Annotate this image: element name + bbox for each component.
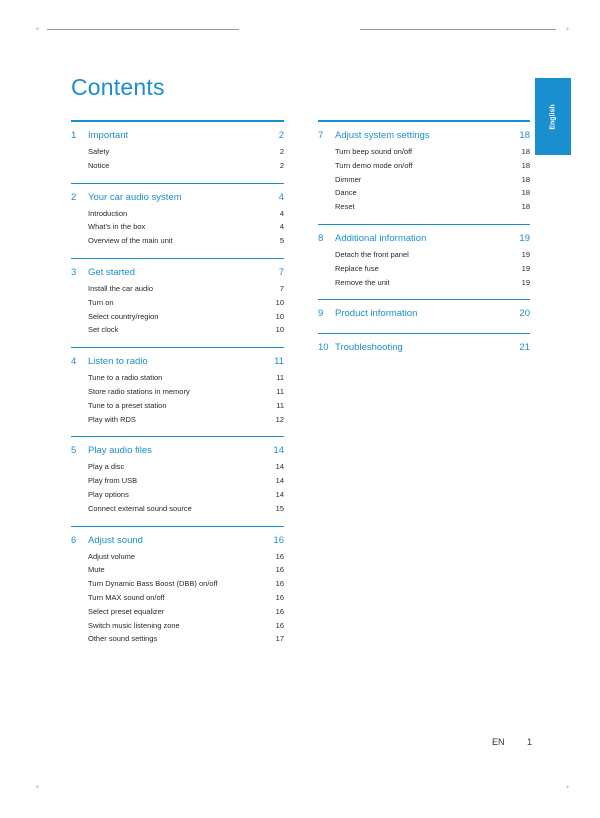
toc-entry-label: Notice — [88, 160, 110, 170]
language-tab — [535, 78, 571, 155]
toc-entry[interactable] — [71, 296, 284, 310]
toc-entry[interactable] — [71, 413, 284, 427]
toc-entry[interactable] — [71, 605, 284, 619]
toc-section — [318, 224, 530, 299]
toc-entry[interactable] — [71, 323, 284, 337]
toc-entry-label: Set clock — [88, 325, 119, 335]
toc-entry-page: 19 — [521, 249, 530, 259]
toc-entry-page: 16 — [275, 592, 284, 602]
section-number: 4 — [71, 356, 77, 368]
toc-entry-page: 2 — [279, 160, 284, 170]
crop-mark: ✦ — [565, 27, 571, 33]
section-title: Play audio files — [88, 445, 152, 457]
section-number: 9 — [318, 308, 324, 320]
toc-entry[interactable] — [71, 550, 284, 564]
toc-entry[interactable] — [71, 577, 284, 591]
toc-entry[interactable] — [71, 145, 284, 159]
toc-entry-label: Select preset equalizer — [88, 606, 165, 616]
section-page-number: 11 — [274, 356, 284, 368]
page-footer — [492, 737, 532, 747]
toc-section-heading[interactable] — [71, 445, 284, 457]
toc-entry[interactable] — [71, 591, 284, 605]
toc-entry-label: Install the car audio — [88, 283, 154, 293]
toc-entry[interactable] — [71, 632, 284, 646]
language-tab-label: English — [549, 103, 557, 130]
top-rule-left — [47, 29, 239, 30]
toc-entry-page: 10 — [275, 297, 284, 307]
toc-entry-page: 19 — [521, 277, 530, 287]
toc-entry-label: Connect external sound source — [88, 503, 192, 513]
toc-entry[interactable] — [71, 619, 284, 633]
toc-entry[interactable] — [318, 159, 530, 173]
section-page-number: 18 — [519, 130, 530, 141]
toc-entry[interactable] — [71, 563, 284, 577]
section-page-number: 7 — [278, 266, 284, 278]
toc-entry-page: 4 — [279, 208, 284, 218]
toc-entry-label: Play a disc — [88, 462, 125, 472]
toc-entry-label: Dance — [335, 188, 357, 198]
toc-entry-page: 11 — [276, 373, 284, 383]
toc-entry[interactable] — [71, 220, 284, 234]
toc-entry-page: 16 — [275, 620, 284, 630]
toc-entry[interactable] — [318, 276, 530, 290]
toc-entry-page: 18 — [521, 202, 530, 212]
toc-entry[interactable] — [71, 159, 284, 173]
section-number: 7 — [318, 130, 324, 141]
toc-entry-label: Overview of the main unit — [88, 236, 173, 246]
toc-section-heading[interactable] — [71, 130, 284, 142]
toc-section-heading[interactable] — [318, 233, 530, 245]
section-page-number: 14 — [273, 445, 284, 457]
top-rule-right — [360, 29, 556, 30]
toc-entry-page: 18 — [521, 160, 530, 170]
toc-section — [318, 333, 530, 367]
toc-section — [318, 299, 530, 333]
toc-entry-page: 7 — [279, 283, 284, 293]
toc-entry-page: 16 — [275, 551, 284, 561]
section-title: Additional information — [335, 232, 427, 244]
section-number: 8 — [318, 232, 324, 244]
toc-entry-label: Play with RDS — [88, 414, 136, 424]
toc-section-heading[interactable] — [318, 342, 530, 354]
toc-section — [71, 120, 284, 183]
toc-entry-label: Dimmer — [335, 174, 362, 184]
toc-entry-label: Play options — [88, 489, 129, 499]
section-number: 1 — [71, 130, 77, 141]
page-number: 1 — [527, 737, 533, 747]
section-number: 5 — [71, 445, 77, 457]
crop-mark: ✦ — [565, 785, 571, 791]
toc-entry-page: 10 — [275, 311, 284, 321]
toc-entry-page: 10 — [275, 325, 284, 335]
toc-entry[interactable] — [71, 385, 284, 399]
toc-entry-label: Reset — [335, 202, 355, 212]
toc-entry[interactable] — [71, 488, 284, 502]
toc-section — [71, 436, 284, 525]
section-title: Troubleshooting — [335, 342, 403, 354]
toc-entry-page: 17 — [275, 634, 284, 644]
toc-entry-page: 19 — [521, 263, 530, 273]
toc-entry-page: 16 — [275, 606, 284, 616]
toc-entry[interactable] — [71, 399, 284, 413]
toc-entry-page: 16 — [275, 579, 284, 589]
toc-entry-page: 16 — [275, 565, 284, 575]
toc-entry-page: 18 — [521, 188, 530, 198]
toc-entry-label: Turn beep sound on/off — [335, 147, 413, 156]
toc-entry-page: 18 — [521, 147, 530, 156]
section-page-number: 2 — [278, 130, 284, 141]
toc-section-heading[interactable] — [71, 192, 284, 204]
section-page-number: 4 — [278, 191, 284, 203]
section-number: 10 — [318, 342, 329, 354]
toc-entry-page: 5 — [279, 236, 284, 246]
toc-entry-label: Turn MAX sound on/off — [88, 592, 165, 602]
toc-entry-label: Turn demo mode on/off — [335, 160, 413, 170]
toc-entry[interactable] — [318, 262, 530, 276]
section-title: Adjust sound — [88, 534, 143, 546]
toc-entry-label: Detach the front panel — [335, 249, 409, 259]
toc-entry[interactable] — [71, 502, 284, 516]
toc-entry[interactable] — [71, 460, 284, 474]
toc-section-heading[interactable] — [71, 535, 284, 547]
toc-entry-label: Remove the unit — [335, 277, 390, 287]
toc-section — [71, 258, 284, 347]
toc-entry-label: Adjust volume — [88, 551, 136, 561]
toc-entry-page: 12 — [275, 414, 284, 424]
toc-entry-page: 18 — [521, 174, 530, 184]
section-number: 3 — [71, 266, 77, 278]
toc-entry-label: Introduction — [88, 208, 128, 218]
section-number: 2 — [71, 191, 77, 203]
toc-section — [318, 120, 530, 224]
toc-entry-label: Switch music listening zone — [88, 620, 180, 630]
toc-entry-label: Play from USB — [88, 476, 138, 486]
toc-section — [71, 347, 284, 436]
section-title: Get started — [88, 266, 135, 278]
crop-mark: ✦ — [35, 27, 41, 33]
toc-entry-page: 11 — [276, 400, 284, 410]
toc-entry[interactable] — [318, 145, 530, 159]
toc-entry-page: 14 — [275, 489, 284, 499]
toc-entry-label: Turn on — [88, 297, 114, 307]
toc-entry-page: 14 — [275, 476, 284, 486]
toc-entry-label: Tune to a preset station — [88, 400, 167, 410]
toc-entry-label: What's in the box — [88, 222, 146, 232]
section-page-number: 21 — [519, 342, 530, 354]
toc-entry[interactable] — [71, 282, 284, 296]
section-title: Product information — [335, 308, 418, 320]
toc-entry-label: Replace fuse — [335, 263, 379, 273]
toc-left-column — [71, 120, 284, 656]
toc-entry-page: 15 — [275, 503, 284, 513]
section-title: Your car audio system — [88, 191, 182, 203]
toc-entry[interactable] — [71, 474, 284, 488]
section-title: Listen to radio — [88, 356, 148, 368]
toc-entry-label: Tune to a radio station — [88, 373, 163, 383]
toc-section-heading[interactable] — [71, 356, 284, 368]
toc-entry-page: 14 — [275, 462, 284, 472]
toc-section — [71, 183, 284, 258]
section-number: 6 — [71, 534, 77, 546]
page-title: Contents — [71, 74, 165, 100]
toc-right-column — [318, 120, 530, 367]
toc-entry-label: Turn Dynamic Bass Boost (DBB) on/off — [88, 579, 218, 589]
toc-section-heading[interactable] — [318, 308, 530, 320]
section-title: Adjust system settings — [335, 130, 430, 141]
toc-entry[interactable] — [318, 248, 530, 262]
crop-mark: ✦ — [35, 785, 41, 791]
toc-entry-page: 4 — [279, 222, 284, 232]
toc-entry[interactable] — [318, 173, 530, 187]
section-page-number: 20 — [519, 308, 530, 320]
toc-entry-label: Other sound settings — [88, 634, 158, 644]
toc-entry[interactable] — [318, 186, 530, 200]
toc-section-heading[interactable] — [71, 267, 284, 279]
toc-entry[interactable] — [71, 310, 284, 324]
toc-section-heading[interactable] — [318, 130, 530, 142]
toc-entry-page: 2 — [279, 147, 284, 156]
toc-entry-label: Store radio stations in memory — [88, 386, 190, 396]
toc-entry-label: Safety — [88, 147, 110, 156]
section-title: Important — [88, 130, 129, 141]
toc-entry[interactable] — [71, 207, 284, 221]
toc-entry-page: 11 — [276, 386, 284, 396]
section-page-number: 19 — [519, 232, 530, 244]
toc-section — [71, 526, 284, 657]
toc-entry-label: Select country/region — [88, 311, 159, 321]
footer-language: EN — [492, 737, 505, 747]
section-page-number: 16 — [273, 534, 284, 546]
toc-entry[interactable] — [71, 371, 284, 385]
toc-entry[interactable] — [318, 200, 530, 214]
toc-entry[interactable] — [71, 234, 284, 248]
toc-entry-label: Mute — [88, 565, 105, 575]
